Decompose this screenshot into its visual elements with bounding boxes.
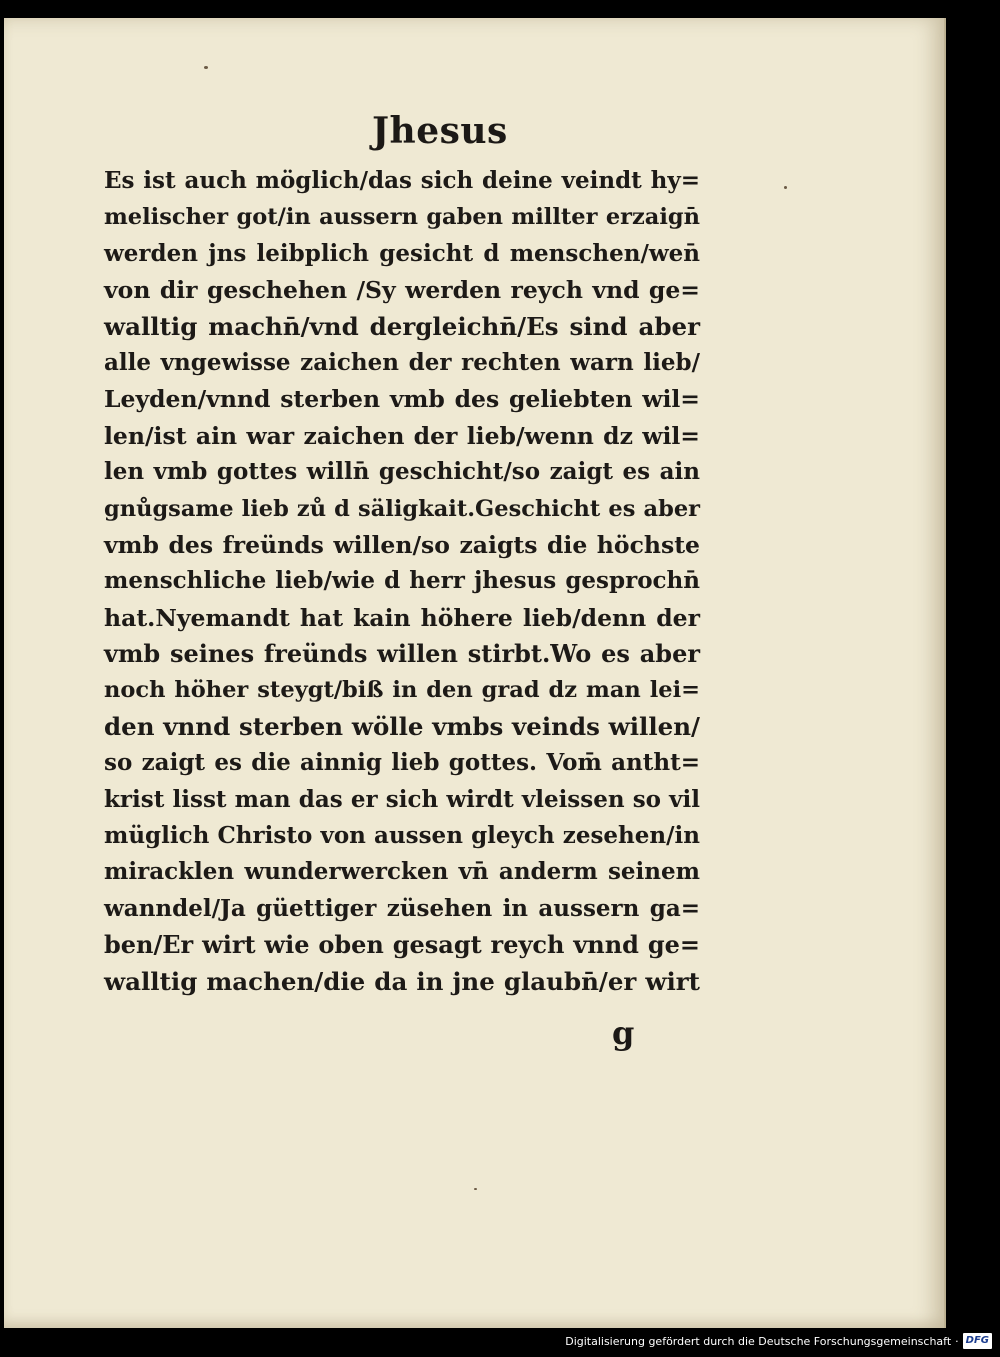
text-line: alle vngewisse zaichen der rechten warn lieb/ (104, 348, 700, 376)
text-line: gnůgsame lieb zů d säligkait.Geschicht es aber (104, 495, 700, 522)
running-head: Jhesus (372, 110, 508, 152)
footer-separator: · (955, 1334, 959, 1348)
text-line: von dir geschehen /Sy werden reych vnd ge= (104, 276, 700, 305)
dfg-logo: DFG (963, 1333, 992, 1349)
ink-speck (474, 1188, 477, 1190)
text-line: Es ist auch möglich/das sich deine veindt hy= (104, 167, 700, 194)
ink-speck (204, 66, 208, 69)
signature-mark: g (612, 1014, 635, 1052)
text-line: len/ist ain war zaichen der lieb/wenn dz wil= (104, 421, 700, 450)
text-line: müglich Christo von aussen gleych zesehen/in (104, 822, 700, 850)
text-line: werden jns leibplich gesicht d menschen/wen̄ (104, 239, 700, 267)
text-line: melischer got/in aussern gaben millter erzaign̄ (104, 204, 700, 231)
text-line: walltig machen/die da in jne glaubn̄/er wirt (104, 966, 700, 996)
text-line: vmb des freünds willen/so zaigts die höchste (104, 530, 700, 559)
text-line: walltig machn̄/vnd dergleichn̄/Es sind aber (104, 311, 700, 341)
text-line: ben/Er wirt wie oben gesagt reych vnnd ge= (104, 930, 700, 960)
funding-note: Digitalisierung gefördert durch die Deutsche Forschungsgemeinschaft (565, 1334, 952, 1348)
text-line: krist lisst man das er sich wirdt vleissen so vil (104, 785, 700, 813)
text-line: wanndel/Ja güettiger züsehen in aussern ga= (104, 894, 700, 922)
text-line: miracklen wunderwercken vn̄ anderm seinem (104, 858, 700, 886)
text-line: hat.Nyemandt hat kain höhere lieb/denn der (104, 603, 700, 632)
text-line: noch höher steygt/biß in den grad dz man lei= (104, 677, 700, 704)
text-line: so zaigt es die ainnig lieb gottes. Vom̄ antht= (104, 749, 700, 777)
ink-speck (784, 186, 787, 189)
text-line: menschliche lieb/wie d herr jhesus gesprochn̄ (104, 567, 700, 595)
text-line: vmb seines freünds willen stirbt.Wo es aber (104, 639, 700, 669)
text-line: len vmb gottes willn̄ geschicht/so zaigt es ain (104, 458, 700, 486)
text-line: Leyden/vnnd sterben vmb des geliebten wil= (104, 385, 700, 414)
text-line: den vnnd sterben wölle vmbs veinds willen/ (104, 711, 700, 741)
body-text (104, 163, 700, 1000)
footer (565, 1331, 992, 1351)
